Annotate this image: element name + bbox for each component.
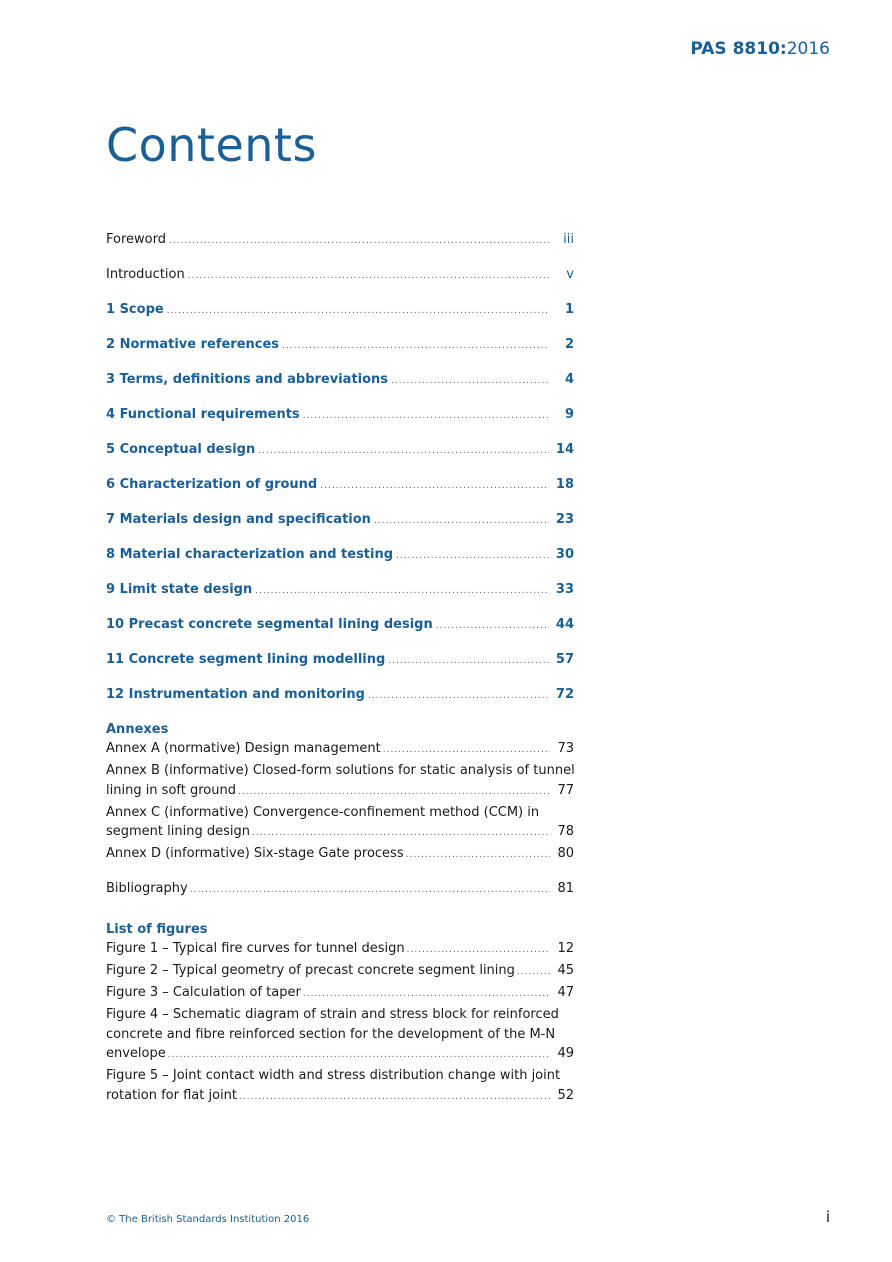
entry-last-line [106,739,574,759]
toc-entry[interactable] [106,405,574,424]
figure-entry[interactable] [106,939,574,959]
entry-label: 2 Normative references [106,337,280,352]
toc-entry[interactable] [106,335,574,354]
entry-page: 9 [564,407,574,422]
entry-page: 30 [555,547,574,562]
entry-last-line [106,1086,574,1106]
annex-entry[interactable] [106,803,574,842]
entry-page: 52 [557,1087,574,1103]
leader-dots [190,881,550,901]
bibliography-entry[interactable] [106,879,574,899]
leader-dots [374,512,549,531]
main-entries [106,230,574,704]
entry-label: 12 Instrumentation and monitoring [106,687,365,702]
leader-dots [252,824,550,844]
leader-dots [388,652,549,671]
entry-page: 4 [564,372,574,387]
document-id: PAS 8810 [690,39,780,59]
leader-dots [436,617,549,636]
entry-label: rotation for flat joint [106,1087,238,1103]
leader-dots [406,846,550,866]
toc-entry[interactable] [106,580,574,599]
entry-last-line [106,961,574,981]
figures-heading: List of figures [106,922,208,937]
leader-dots [391,372,549,391]
toc-entry[interactable] [106,615,574,634]
entry-last-line [106,1044,574,1064]
entry-page: 23 [555,512,574,527]
entry-page: 18 [555,477,574,492]
entry-label: segment lining design [106,824,250,839]
leader-dots [169,232,549,251]
document-header [690,39,830,59]
toc-entry[interactable] [106,510,574,529]
entry-page: 80 [557,846,574,861]
leader-dots [303,407,549,426]
leader-dots [407,941,550,961]
leader-dots [239,1088,550,1108]
leader-dots [517,963,550,983]
entry-label: lining in soft ground [106,782,236,798]
entry-last-line [106,822,574,842]
entry-page: iii [563,232,574,247]
entry-page: 77 [557,782,574,798]
toc-entry[interactable] [106,685,574,704]
entry-page: 14 [555,442,574,457]
entry-label-line: Figure 4 – Schematic diagram of strain and stress block for reinforced [106,1007,559,1022]
page-title: Contents [106,118,317,172]
leader-dots [303,985,550,1005]
toc-entry[interactable] [106,265,574,284]
toc-entry[interactable] [106,440,574,459]
entry-last-line [106,844,574,864]
leader-dots [168,1046,550,1066]
leader-dots [258,442,549,461]
page-number: i [825,1208,830,1226]
leader-dots [383,741,550,761]
entry-page: 72 [555,687,574,702]
entry-label-line: concrete and fibre reinforced section for the development of the M-N [106,1026,556,1042]
entry-label: Bibliography [106,881,188,896]
entry-page: 49 [557,1046,574,1061]
entry-label: Foreword [106,232,166,247]
entry-last-line [106,983,574,1003]
entry-page: 45 [557,963,574,978]
figure-entries [106,939,574,1105]
toc-entry[interactable] [106,230,574,249]
entry-page: 33 [555,582,574,597]
entry-label: 4 Functional requirements [106,407,300,422]
leader-dots [238,783,550,803]
entry-label: 10 Precast concrete segmental lining design [106,617,433,632]
entry-label: 7 Materials design and specification [106,512,371,527]
leader-dots [188,267,549,286]
annex-entries [106,739,574,864]
figure-entry[interactable] [106,1005,574,1064]
entry-page: 81 [557,881,574,896]
entry-label: 11 Concrete segment lining modelling [106,652,386,667]
entry-label: 5 Conceptual design [106,442,256,457]
entry-page: 47 [557,985,574,1000]
entry-label: Introduction [106,267,185,282]
annexes-heading: Annexes [106,722,169,737]
toc-entry[interactable] [106,475,574,494]
leader-dots [368,687,549,706]
toc-entry[interactable] [106,370,574,389]
entry-label: Annex A (normative) Design management [106,741,381,756]
annex-entry[interactable] [106,844,574,864]
leader-dots [167,302,549,321]
figure-entry[interactable] [106,1066,574,1105]
toc-entry[interactable] [106,545,574,564]
figure-entry[interactable] [106,961,574,981]
table-of-contents [106,230,574,1108]
entry-label: Figure 1 – Typical fire curves for tunnel design [106,941,405,956]
toc-entry[interactable] [106,300,574,319]
leader-dots [320,477,549,496]
entry-label: 8 Material characterization and testing [106,547,394,562]
entry-page: 57 [555,652,574,667]
entry-last-line [106,939,574,959]
copyright-footer: © The British Standards Institution 2016 [106,1214,310,1225]
entry-label-line: Annex C (informative) Convergence-confinement method (CCM) in [106,804,540,820]
entry-label: 1 Scope [106,302,164,317]
leader-dots [396,547,549,566]
annex-entry[interactable] [106,739,574,759]
entry-label-line: Figure 5 – Joint contact width and stress distribution change with joint [106,1068,561,1083]
entry-page: 1 [564,302,574,317]
leader-dots [282,337,549,356]
leader-dots [255,582,549,601]
entry-label: 9 Limit state design [106,582,253,597]
entry-page: v [566,267,574,282]
entry-last-line [106,781,574,801]
header-separator: : [779,39,787,59]
entry-label: Figure 2 – Typical geometry of precast concrete segment lining [106,963,515,978]
entry-label: envelope [106,1046,166,1061]
entry-label: 6 Characterization of ground [106,477,318,492]
entry-label: Annex D (informative) Six-stage Gate process [106,846,404,861]
entry-page: 78 [557,824,574,839]
entry-label: Figure 3 – Calculation of taper [106,985,301,1000]
annex-entry[interactable] [106,761,574,800]
entry-page: 2 [564,337,574,352]
entry-label: 3 Terms, definitions and abbreviations [106,372,389,387]
entry-page: 44 [555,617,574,632]
figure-entry[interactable] [106,983,574,1003]
entry-page: 12 [557,941,574,956]
toc-entry[interactable] [106,650,574,669]
entry-page: 73 [557,741,574,756]
document-year: 2016 [786,39,830,59]
entry-label-line: Annex B (informative) Closed-form solutions for static analysis of tunnel [106,763,575,778]
